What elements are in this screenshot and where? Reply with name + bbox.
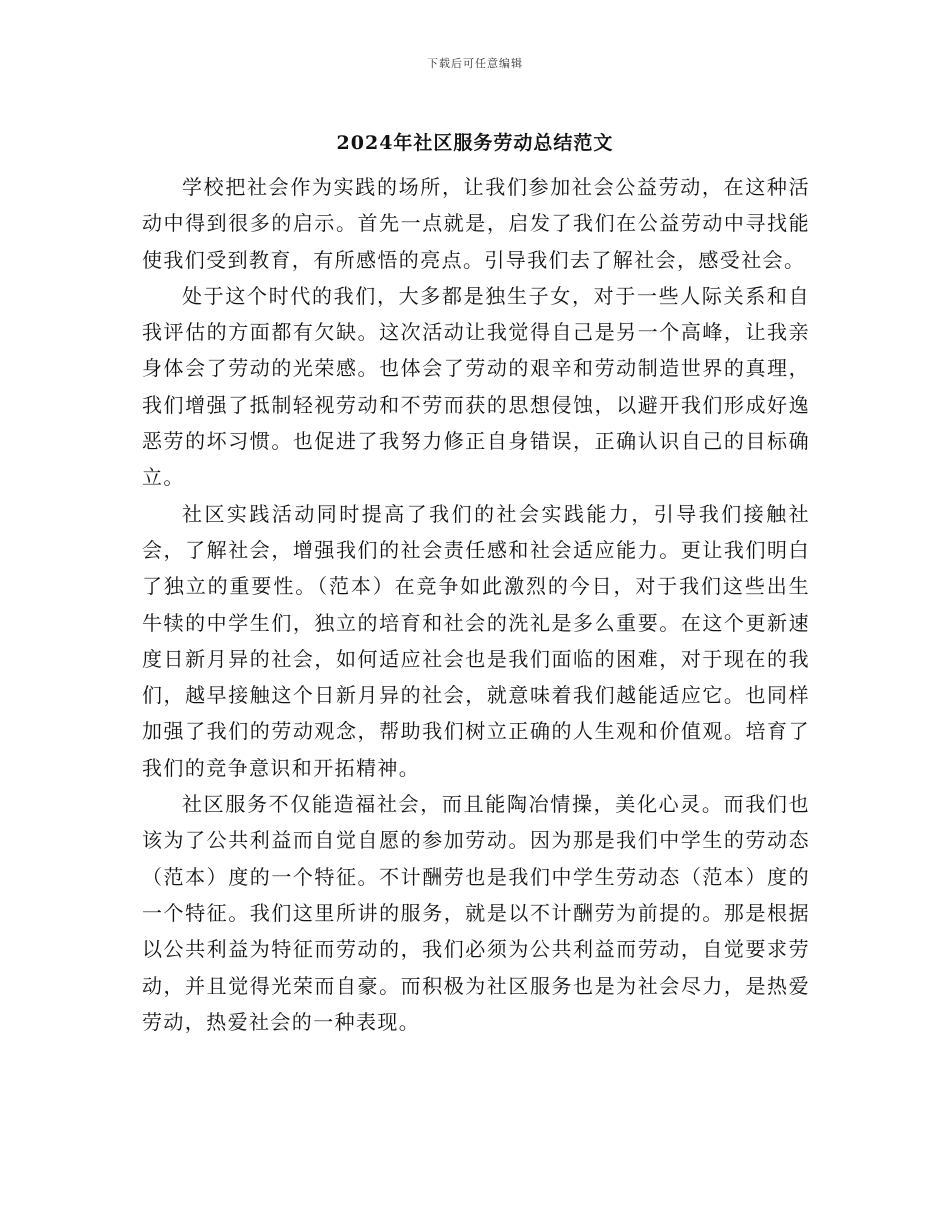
document-body: [142, 169, 810, 1040]
paragraph-3: 社区实践活动同时提高了我们的社会实践能力，引导我们接触社会，了解社会，增强我们的社会责任感和社会适应能力。更让我们明白了独立的重要性。（范本）在竞争如此激烈的今日，对于我们这些出生牛犊的中学生们，独立的培育和社会的洗礼是多么重要。在这个更新速度日新月异的社会，如何适应社会也是我们面临的困难，对于现在的我们，越早接触这个日新月异的社会，就意味着我们越能适应它。也同样加强了我们的劳动观念，帮助我们树立正确的人生观和价值观。培育了我们的竞争意识和开拓精神。: [142, 501, 810, 780]
paragraph-2: 处于这个时代的我们，大多都是独生子女，对于一些人际关系和自我评估的方面都有欠缺。这次活动让我觉得自己是另一个高峰，让我亲身体会了劳动的光荣感。也体会了劳动的艰辛和劳动制造世界的真理，我们增强了抵制轻视劳动和不劳而获的思想侵蚀，以避开我们形成好逸恶劳的坏习惯。也促进了我努力修正自身错误，正确认识自己的目标确立。: [142, 283, 810, 490]
paragraph-4: 社区服务不仅能造福社会，而且能陶冶情操，美化心灵。而我们也该为了公共利益而自觉自愿的参加劳动。因为那是我们中学生的劳动态（范本）度的一个特征。不计酬劳也是我们中学生劳动态（范本）度的一个特征。我们这里所讲的服务，就是以不计酬劳为前提的。那是根据以公共利益为特征而劳动的，我们必须为公共利益而劳动，自觉要求劳动，并且觉得光荣而自豪。而积极为社区服务也是为社会尽力，是热爱劳动，热爱社会的一种表现。: [142, 792, 810, 1034]
header-note: 下载后可任意编辑: [427, 57, 523, 70]
paragraph-1: 学校把社会作为实践的场所，让我们参加社会公益劳动，在这种活动中得到很多的启示。首先一点就是，启发了我们在公益劳动中寻找能使我们受到教育，有所感悟的亮点。引导我们去了解社会，感受社会。: [142, 175, 810, 272]
document-title: 2024年社区服务劳动总结范文: [336, 132, 614, 154]
